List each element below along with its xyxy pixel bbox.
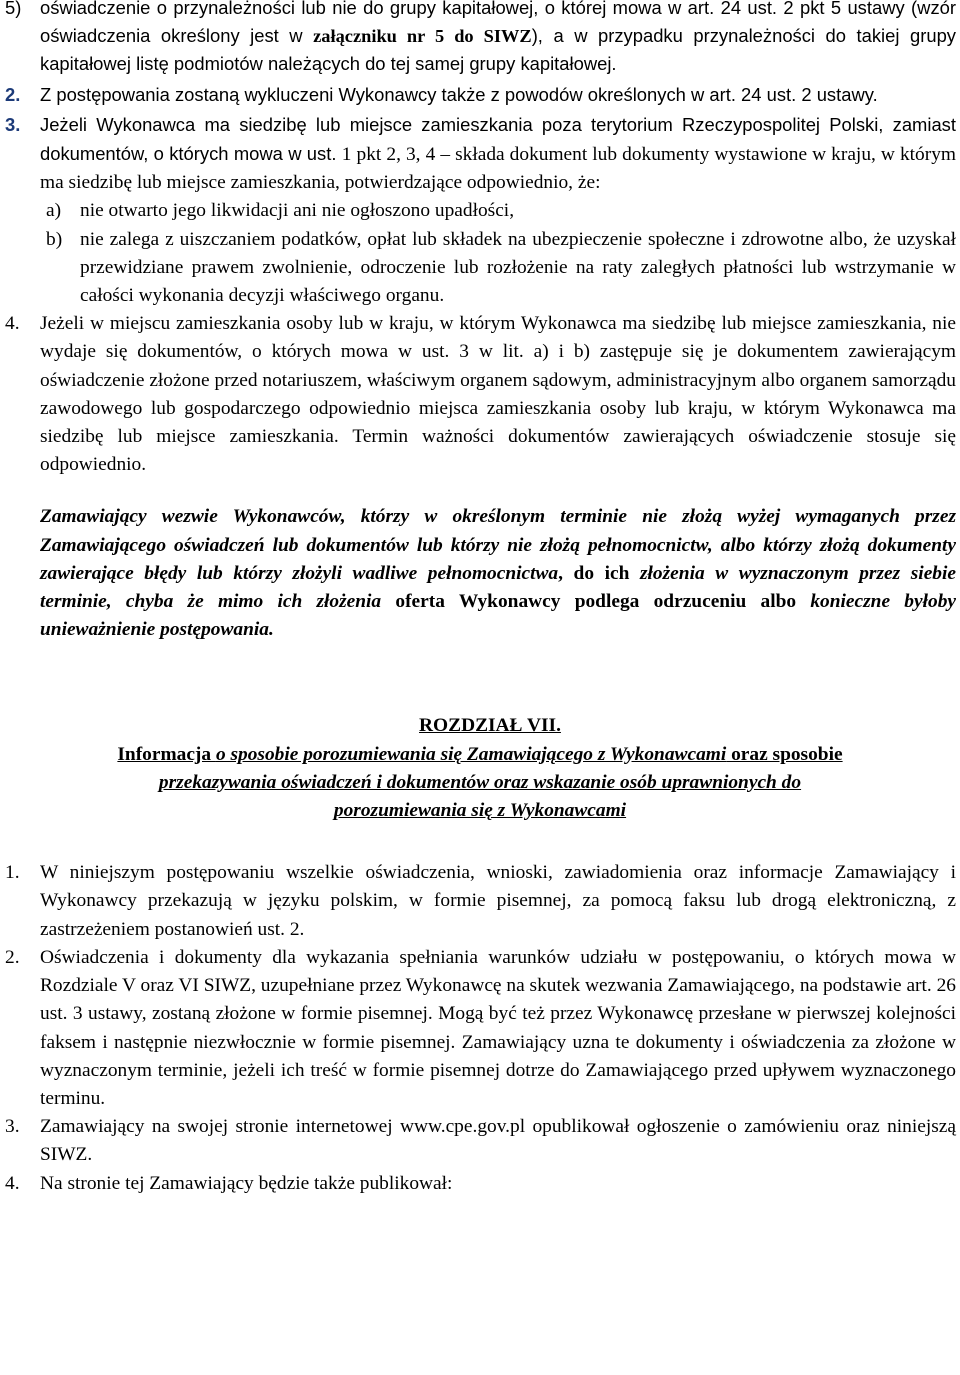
item-text: Oświadczenia i dokumenty dla wykazania spełniania warunków udziału w postępowaniu, o których mowa w Rozdziale V oraz VI SIWZ, uzupełniane przez Wykonawcę na skutek wezwania Zamawiającego, na podstawie art. 26 ust. 3 ustawy, zostaną złożone w formie pisemnej. Mogą być też przez Wykonawcę przesłane w pierwszej kolejności faksem i następnie niezwłocznie w formie pisemnej. Zamawiający uzna te dokumenty i oświadczenia za złożone w wyznaczonym terminie, jeżeli ich treść w formie pisemnej dotrze do Zamawiającego przed upływem wyznaczonego terminu.	[40, 946, 956, 1109]
communication-list	[0, 859, 960, 1197]
sub-item-letter: a)	[46, 200, 62, 222]
list-item-2	[0, 81, 960, 109]
sub-item-b	[0, 226, 960, 311]
item-text: oświadczenie o przynależności lub nie do grupy kapitałowej, o której mowa w art. 24 ust. 2 pkt 5 ustawy (wzór oświadczenia określony jest w	[40, 0, 956, 47]
chapter-subtitle-1a: Informacja	[117, 743, 216, 765]
item-number: 5)	[5, 0, 22, 18]
chapter-subtitle-line-3: porozumiewania się z Wykonawcami	[333, 800, 627, 822]
item-number: 2.	[5, 946, 20, 968]
item-number: 1.	[5, 862, 20, 884]
chapter-title: ROZDZIAŁ VII.	[419, 715, 561, 737]
list-item-4	[0, 310, 960, 479]
warning-text-4: oferta Wykonawcy podlega odrzuceniu albo	[381, 591, 811, 613]
comm-item-1	[0, 859, 960, 944]
item-text-b: 1 pkt 2, 3, 4 – składa dokument lub dokumenty wystawione w kraju, w którym ma siedzibę lub miejsce zamieszkania, potwierdzające odpowiednio, że:	[40, 144, 956, 194]
chapter-subtitle-line-2: przekazywania oświadczeń i dokumentów oraz wskazanie osób uprawnionych do	[158, 771, 802, 793]
list-item-5	[0, 0, 960, 79]
sub-item-text: nie zalega z uiszczaniem podatków, opłat lub składek na ubezpieczenie społeczne i zdrowotne albo, że uzyskał przewidziane prawem zwolnienie, odroczenie lub rozłożenie na raty zaległych płatności lub wstrzymanie w całości wykonania decyzji właściwego organu.	[80, 228, 956, 307]
item-text: W niniejszym postępowaniu wszelkie oświadczenia, wnioski, zawiadomienia oraz informacje Zamawiający i Wykonawcy przekazują w języku polskim, w formie pisemnej, za pomocą faksu lub drogą elektroniczną, z zastrzeżeniem postanowień ust. 2.	[40, 862, 956, 940]
item-text-a: Jeżeli Wykonawca ma siedzibę lub miejsce zamieszkania poza terytorium Rzeczypospolitej Polski, zamiast dokumentów, o których mowa w ust.	[40, 113, 956, 165]
warning-paragraph	[0, 503, 960, 644]
item-text-after: ), a w przypadku przynależności do takiej grupy kapitałowej listę podmiotów należących do tej samej grupy kapitałowej.	[40, 25, 956, 75]
item-text: Jeżeli w miejscu zamieszkania osoby lub w kraju, w którym Wykonawca ma siedzibę lub miejsce zamieszkania, nie wydaje się dokumentów, o których mowa w ust. 3 w lit. a) i b) zastępuje się je dokumentem zawierającym oświadczenie złożone przed notariuszem, właściwym organem sądowym, administracyjnym albo organem samorządu zawodowego lub gospodarczego odpowiednio miejsca zamieszkania osoby lub kraju, w którym Wykonawca ma siedzibę lub miejsce zamieszkania. Termin ważności dokumentów zawierających oświadczenie stosuje się odpowiednio.	[40, 313, 956, 476]
item-number: 3.	[5, 1116, 20, 1138]
sub-item-text: nie otwarto jego likwidacji ani nie ogłoszono upadłości,	[80, 200, 515, 222]
chapter-subtitle-line-1	[0, 741, 960, 769]
item-number: 4.	[5, 1172, 20, 1194]
comm-item-3	[0, 1113, 960, 1169]
item-number: 4.	[5, 313, 20, 335]
warning-text-5: konieczne byłoby unieważnienie postępowania.	[40, 591, 956, 641]
chapter-subtitle-1c: oraz sposobie	[726, 743, 843, 765]
item-text: Z postępowania zostaną wykluczeni Wykonawcy także z powodów określonych w art. 24 ust. 2 ustawy.	[40, 83, 878, 105]
sub-item-letter: b)	[46, 228, 63, 250]
comm-item-4	[0, 1170, 960, 1198]
chapter-heading	[0, 712, 960, 825]
sub-item-a	[0, 197, 960, 225]
chapter-subtitle-1b: o sposobie porozumiewania się Zamawiającego z Wykonawcami	[215, 743, 727, 765]
attachment-reference: załączniku nr 5 do SIWZ	[313, 26, 532, 47]
comm-item-2	[0, 944, 960, 1113]
item-number: 2.	[5, 83, 21, 105]
item-number: 3.	[5, 113, 21, 135]
warning-text-2: , do ich	[558, 562, 640, 584]
warning-text-1: Zamawiający wezwie Wykonawców, którzy w określonym terminie nie złożą wyżej wymaganych przez Zamawiającego oświadczeń lub dokumentów lub którzy nie złożą pełnomocnictw, albo którzy złożą dokumenty zawierające błędy lub którzy złożyli wadliwe pełnomocnictwa	[40, 506, 956, 584]
list-item-3	[0, 111, 960, 198]
item-text: Na stronie tej Zamawiający będzie także publikował:	[40, 1172, 453, 1194]
warning-text-3: złożenia w wyznaczonym przez siebie terminie, chyba że mimo ich złożenia	[40, 562, 956, 613]
item-text: Zamawiający na swojej stronie internetowej www.cpe.gov.pl opublikował ogłoszenie o zamówieniu oraz niniejszą SIWZ.	[40, 1116, 956, 1166]
